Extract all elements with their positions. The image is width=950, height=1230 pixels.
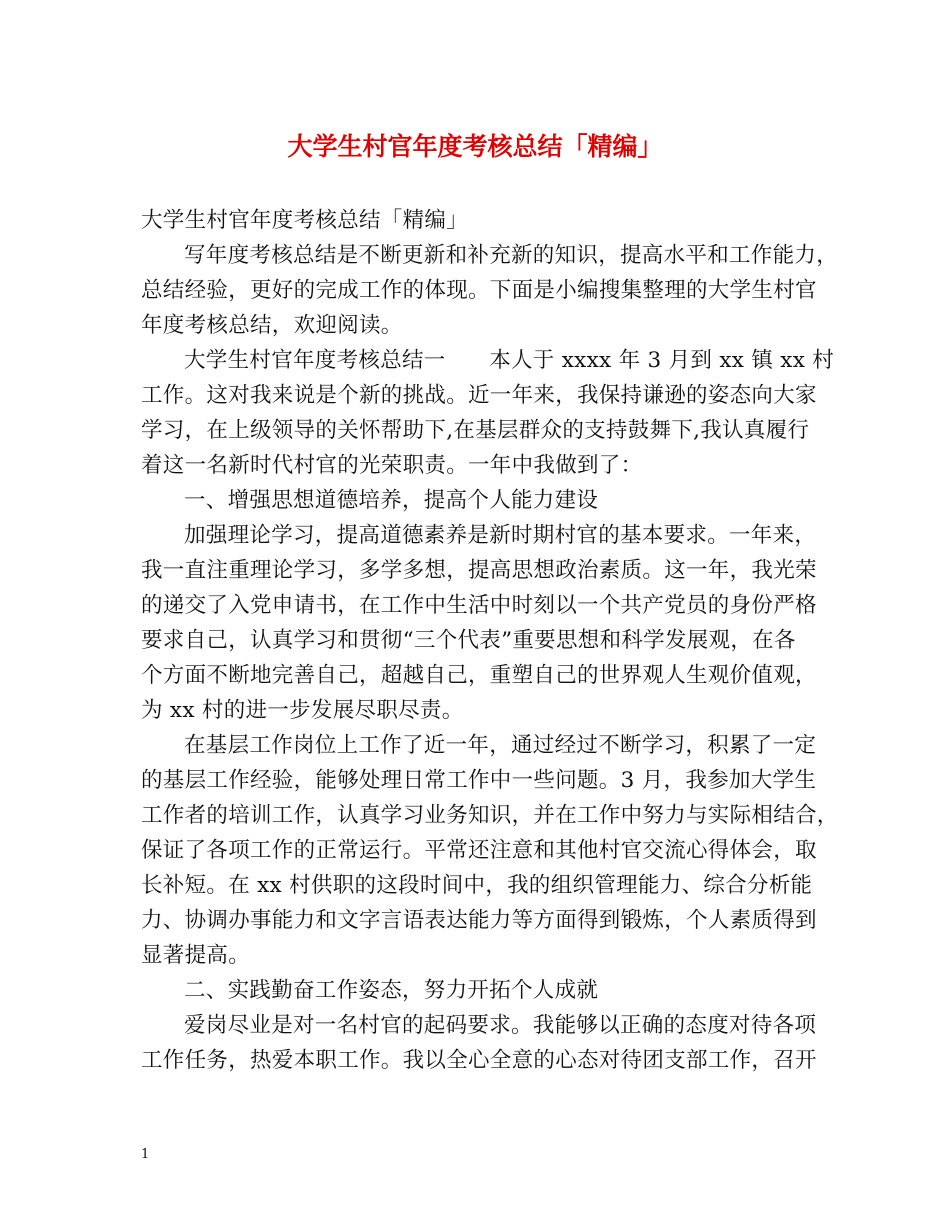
text-line: 爱岗尽业是对一名村官的起码要求。我能够以正确的态度对待各项 [184,1013,817,1038]
text-line: 工作。这对我来说是个新的挑战。近一年来，我保持谦逊的姿态向大家 [141,383,817,408]
text-line: 显著提高。 [141,943,251,968]
text-line: 着这一名新时代村官的光荣职责。一年中我做到了： [141,453,643,478]
text-line: 长补短。在 xx 村供职的这段时间中，我的组织管理能力、综合分析能 [141,873,813,898]
text-line: 大学生村官年度考核总结一 本人于 xxxx 年 3 月到 xx 镇 xx 村 [184,348,835,373]
text-line: 年度考核总结，欢迎阅读。 [141,313,403,338]
text-line: 学习，在上级领导的关怀帮助下,在基层群众的支持鼓舞下,我认真履行 [141,418,810,443]
page-number: 1 [141,1147,150,1162]
text-line: 为 xx 村的进一步发展尽职尽责。 [141,698,464,723]
document-title: 大学生村官年度考核总结「精编」 [287,132,663,161]
text-line: 工作任务，热爱本职工作。我以全心全意的心态对待团支部工作，召开 [141,1048,817,1073]
text-line: 加强理论学习，提高道德素养是新时期村官的基本要求。一年来， [184,523,817,548]
document-body [141,203,839,1078]
text-line: 个方面不断地完善自己，超越自己，重塑自己的世界观人生观价值观， [141,663,817,688]
text-line: 总结经验，更好的完成工作的体现。下面是小编搜集整理的大学生村官 [141,278,817,303]
text-line: 力、协调办事能力和文字言语表达能力等方面得到锻炼，个人素质得到 [141,908,817,933]
text-line: 要求自己，认真学习和贯彻“三个代表”重要思想和科学发展观，在各 [141,628,796,653]
text-line: 的递交了入党申请书，在工作中生活中时刻以一个共产党员的身份严格 [141,593,817,618]
text-line: 我一直注重理论学习，多学多想，提高思想政治素质。这一年，我光荣 [141,558,817,583]
text-line: 工作者的培训工作，认真学习业务知识，并在工作中努力与实际相结合， [141,803,839,828]
text-line: 在基层工作岗位上工作了近一年，通过经过不断学习，积累了一定 [184,733,817,758]
text-line: 保证了各项工作的正常运行。平常还注意和其他村官交流心得体会，取 [141,838,817,863]
text-line: 大学生村官年度考核总结「精编」 [141,208,469,233]
text-line: 一、增强思想道德培养，提高个人能力建设 [184,488,599,513]
text-line: 二、实践勤奋工作姿态，努力开拓个人成就 [184,978,599,1003]
text-line: 写年度考核总结是不断更新和补充新的知识，提高水平和工作能力， [184,243,839,268]
text-line: 的基层工作经验，能够处理日常工作中一些问题。3 月，我参加大学生 [141,768,817,793]
